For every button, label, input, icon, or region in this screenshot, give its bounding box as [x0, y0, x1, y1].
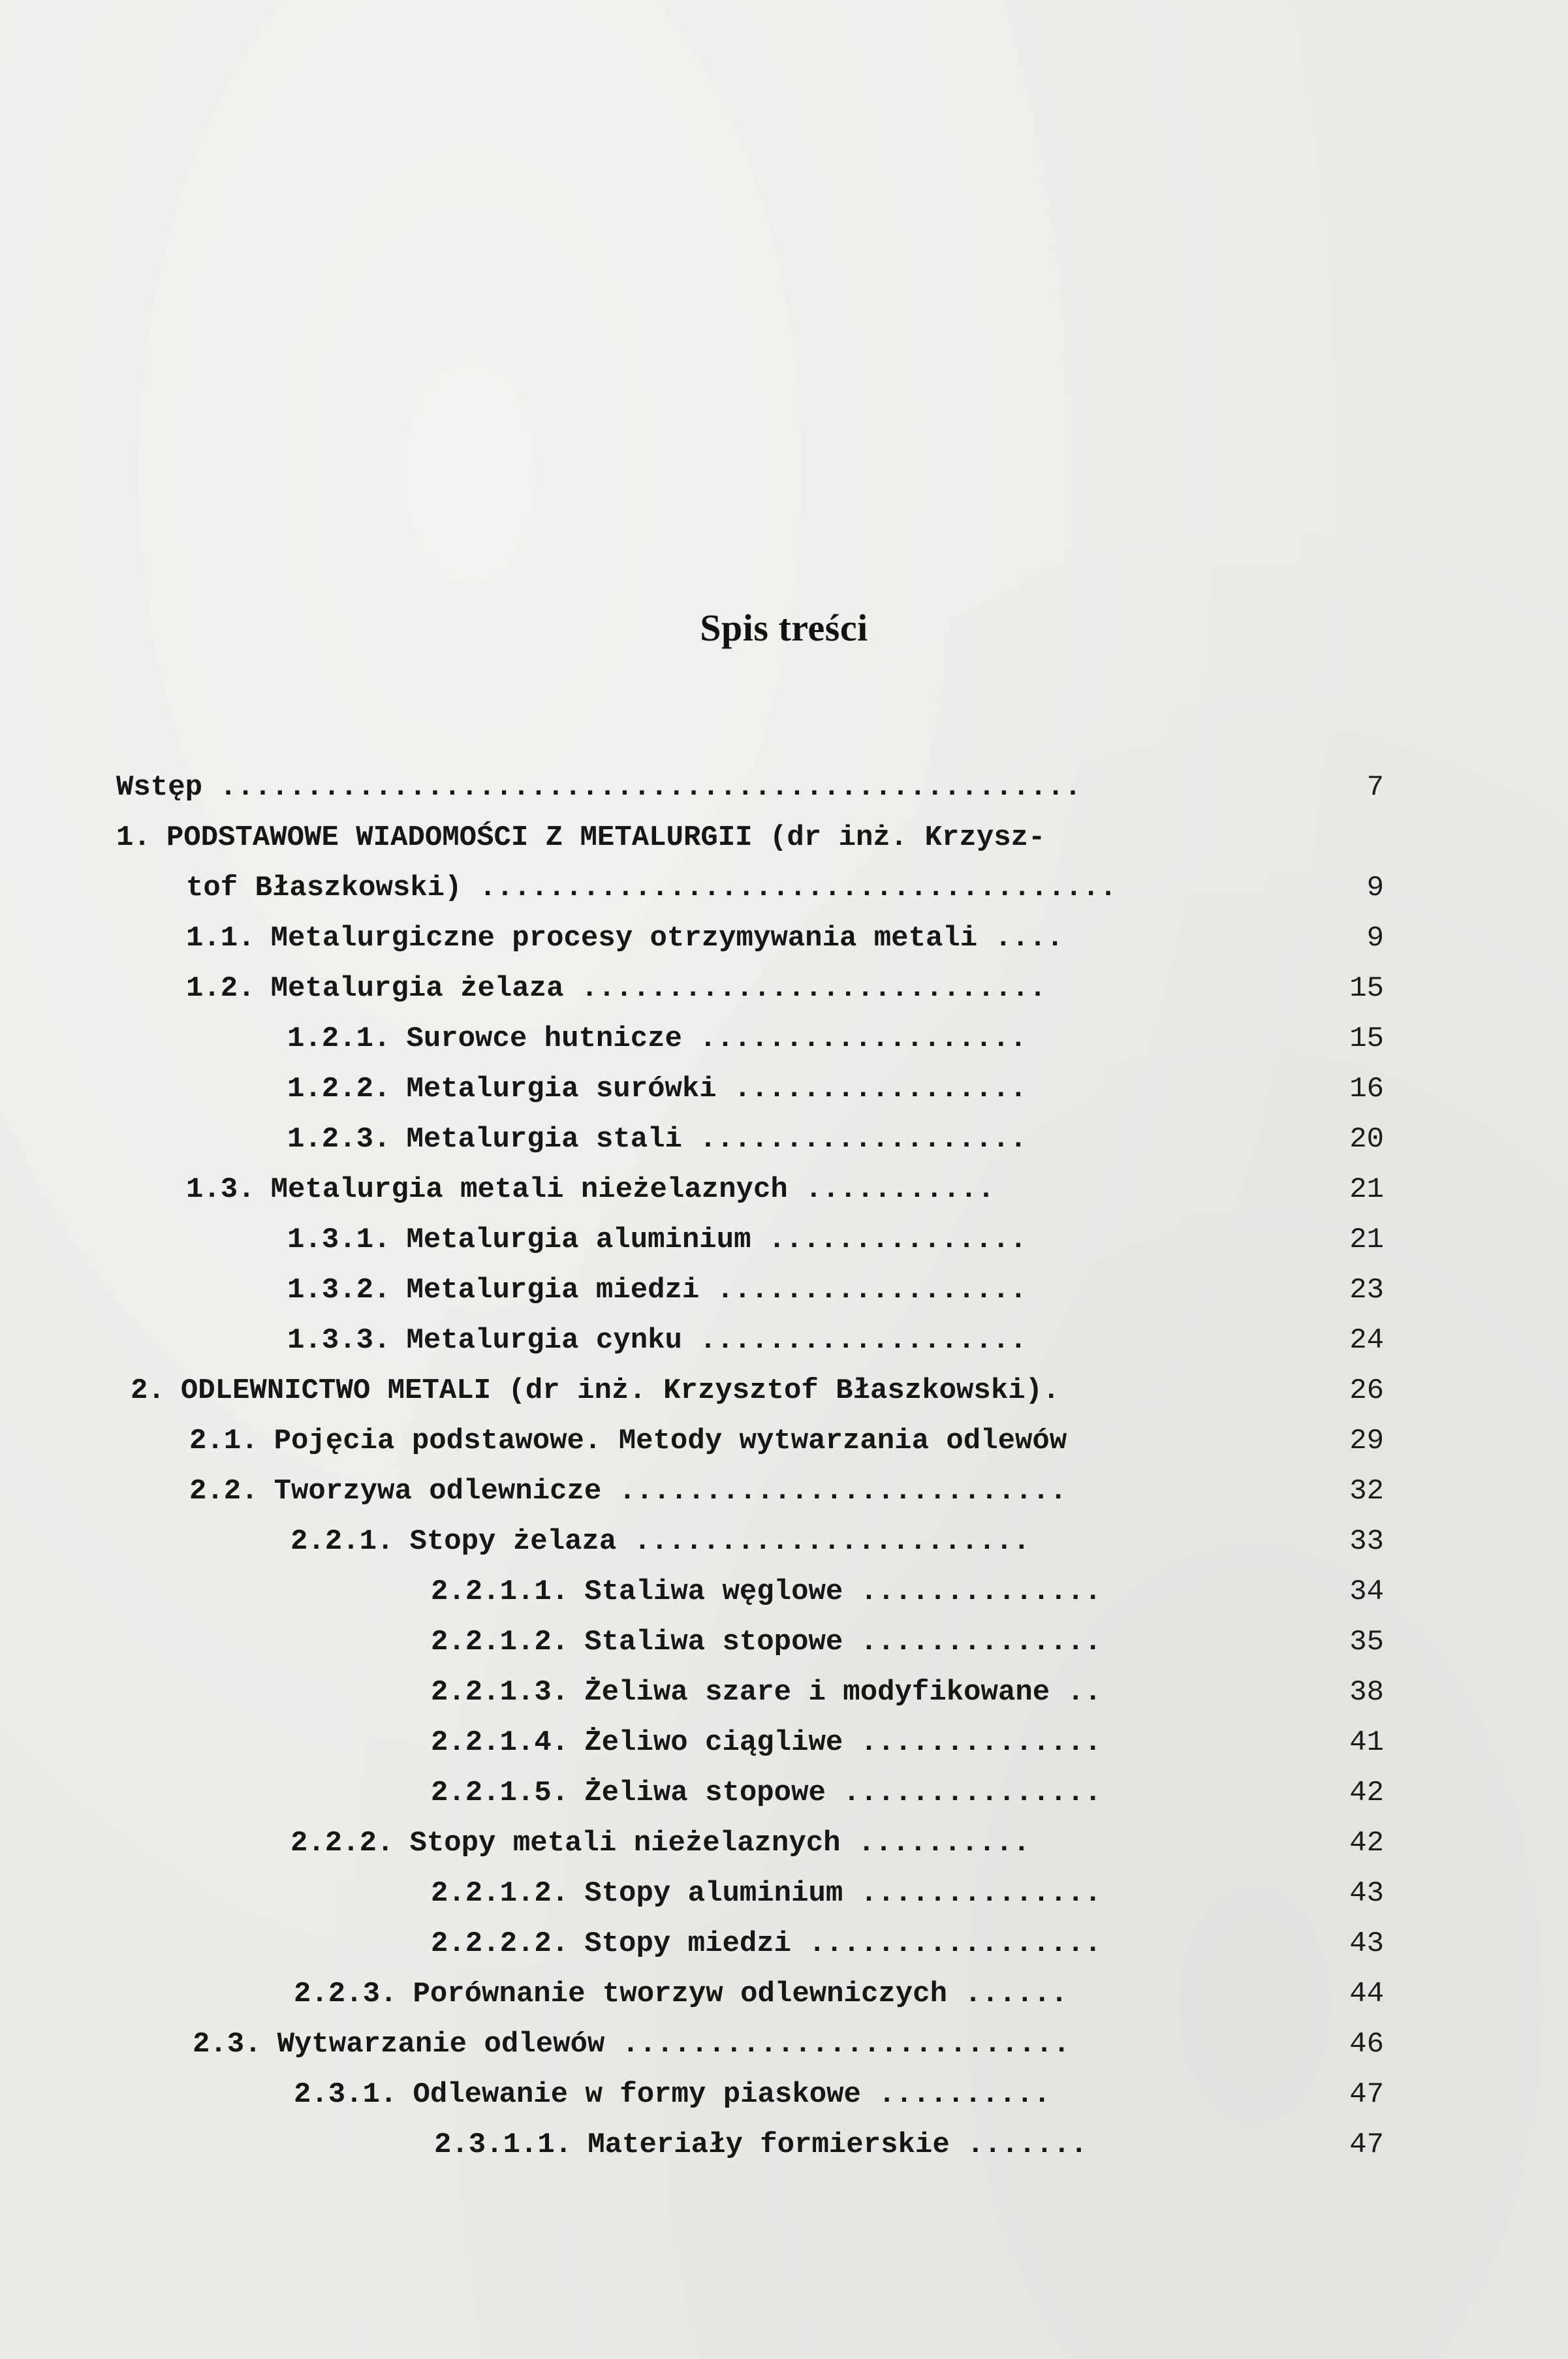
entry-label: PODSTAWOWE WIADOMOŚCI Z METALURGII (dr inż. Krzysz-: [166, 821, 1046, 854]
entry-label: Odlewanie w formy piaskowe ..........: [413, 2078, 1051, 2111]
entry-page: 47: [1349, 2078, 1384, 2111]
toc-entry: [0, 1869, 1568, 1918]
entry-page: 34: [1349, 1575, 1384, 1608]
toc-entry: [0, 1919, 1568, 1969]
toc-entry: [0, 1969, 1568, 2019]
toc-entry: [0, 2019, 1568, 2069]
entry-label: Metalurgia surówki .................: [406, 1073, 1027, 1105]
entry-number: 1.2.1.: [287, 1022, 391, 1055]
entry-page: 9: [1366, 872, 1384, 904]
entry-page: 9: [1366, 922, 1384, 955]
toc-entry: [0, 1115, 1568, 1164]
entry-number: 2.2.1.4.: [431, 1726, 569, 1759]
entry-label: Metalurgia metali nieżelaznych ...........: [270, 1173, 995, 1206]
page-title: Spis treści: [700, 607, 868, 649]
entry-label: Wytwarzanie odlewów ..........................: [277, 2028, 1071, 2061]
entry-page: 44: [1349, 1978, 1384, 2010]
entry-number: 1.3.3.: [287, 1324, 391, 1357]
entry-number: 2.2.3.: [294, 1978, 398, 2010]
entry-label: Staliwa węglowe ..............: [584, 1575, 1102, 1608]
entry-page: 35: [1349, 1626, 1384, 1658]
entry-number: 1.: [116, 821, 151, 854]
entry-label: Stopy miedzi .................: [584, 1927, 1102, 1960]
entry-number: 2.2.: [189, 1475, 259, 1508]
entry-label: Żeliwa stopowe ...............: [584, 1777, 1102, 1809]
toc-entry: [0, 1064, 1568, 1114]
entry-page: 38: [1349, 1676, 1384, 1709]
entry-number: 1.2.2.: [287, 1073, 391, 1105]
entry-label: Metalurgia miedzi ..................: [406, 1274, 1027, 1306]
entry-number: 2.: [131, 1374, 165, 1407]
entry-label: Materiały formierskie .......: [588, 2129, 1088, 2161]
entry-number: 2.2.2.: [290, 1827, 394, 1860]
entry-label: Pojęcia podstawowe. Metody wytwarzania odlewów: [274, 1425, 1067, 1457]
entry-page: 16: [1349, 1073, 1384, 1105]
entry-number: 1.3.2.: [287, 1274, 391, 1306]
toc-entry: [0, 964, 1568, 1013]
entry-page: 32: [1349, 1475, 1384, 1508]
entry-number: 2.2.1.2.: [431, 1877, 569, 1910]
toc-entry: [0, 763, 1568, 812]
entry-label: Wstęp ..................................................: [116, 771, 1082, 804]
entry-page: 21: [1349, 1173, 1384, 1206]
toc-entry: [0, 1718, 1568, 1767]
entry-label: Żeliwa szare i modyfikowane ..: [584, 1676, 1102, 1709]
toc-entry: [0, 1818, 1568, 1868]
entry-label: Stopy metali nieżelaznych ..........: [409, 1827, 1030, 1860]
toc-entry: [0, 2120, 1568, 2170]
toc-entry: [0, 1768, 1568, 1818]
entry-number: 2.2.1.3.: [431, 1676, 569, 1709]
toc-entry: [0, 1215, 1568, 1265]
entry-page: 46: [1349, 2028, 1384, 2061]
entry-page: 26: [1349, 1374, 1384, 1407]
entry-number: 2.3.1.1.: [434, 2129, 572, 2161]
entry-label: Surowce hutnicze ...................: [406, 1022, 1027, 1055]
toc-entry: [0, 1466, 1568, 1516]
entry-page: 21: [1349, 1224, 1384, 1256]
entry-number: 2.2.1.5.: [431, 1777, 569, 1809]
entry-page: 15: [1349, 1022, 1384, 1055]
toc-entry: [0, 2070, 1568, 2119]
entry-label: Metalurgiczne procesy otrzymywania metali ....: [270, 922, 1064, 955]
toc-entry: [0, 1617, 1568, 1667]
toc-entry: [0, 1165, 1568, 1214]
entry-page: 47: [1349, 2129, 1384, 2161]
entry-number: 1.2.: [186, 972, 255, 1005]
entry-label: Żeliwo ciągliwe ..............: [584, 1726, 1102, 1759]
toc-entry: [0, 1265, 1568, 1315]
entry-page: 7: [1366, 771, 1384, 804]
entry-number: 2.2.1.: [290, 1525, 394, 1558]
entry-page: 15: [1349, 972, 1384, 1005]
entry-label: Metalurgia żelaza ...........................: [270, 972, 1046, 1005]
entry-page: 42: [1349, 1827, 1384, 1860]
toc-entry: [0, 1567, 1568, 1617]
entry-label: Tworzywa odlewnicze ..........................: [274, 1475, 1067, 1508]
entry-page: 20: [1349, 1123, 1384, 1156]
entry-number: 2.1.: [189, 1425, 259, 1457]
entry-page: 43: [1349, 1927, 1384, 1960]
toc-entry: [0, 1517, 1568, 1566]
toc-entry: [0, 863, 1568, 913]
toc-entry: [0, 1014, 1568, 1064]
entry-number: 2.3.: [193, 2028, 262, 2061]
entry-page: 29: [1349, 1425, 1384, 1457]
entry-number: 2.2.1.2.: [431, 1626, 569, 1658]
toc-entry: [0, 1416, 1568, 1466]
toc-entry: [0, 1366, 1568, 1416]
entry-label: tof Błaszkowski) .....................................: [186, 872, 1117, 904]
entry-number: 2.2.1.1.: [431, 1575, 569, 1608]
entry-label: Stopy żelaza .......................: [409, 1525, 1030, 1558]
entry-number: 1.1.: [186, 922, 255, 955]
entry-label: Metalurgia stali ...................: [406, 1123, 1027, 1156]
toc-entry: [0, 813, 1568, 863]
entry-page: 41: [1349, 1726, 1384, 1759]
toc-entry: [0, 913, 1568, 963]
entry-label: Metalurgia cynku ...................: [406, 1324, 1027, 1357]
entry-label: ODLEWNICTWO METALI (dr inż. Krzysztof Błaszkowski).: [180, 1374, 1060, 1407]
entry-number: 2.2.2.2.: [431, 1927, 569, 1960]
entry-page: 42: [1349, 1777, 1384, 1809]
entry-label: Staliwa stopowe ..............: [584, 1626, 1102, 1658]
entry-label: Metalurgia aluminium ...............: [406, 1224, 1027, 1256]
entry-label: Porównanie tworzyw odlewniczych ......: [413, 1978, 1068, 2010]
entry-page: 43: [1349, 1877, 1384, 1910]
toc-entry: [0, 1316, 1568, 1365]
entry-number: 1.3.1.: [287, 1224, 391, 1256]
entry-number: 1.2.3.: [287, 1123, 391, 1156]
entry-label: Stopy aluminium ..............: [584, 1877, 1102, 1910]
toc-entry: [0, 1668, 1568, 1717]
entry-page: 23: [1349, 1274, 1384, 1306]
entry-page: 33: [1349, 1525, 1384, 1558]
entry-number: 1.3.: [186, 1173, 255, 1206]
entry-page: 24: [1349, 1324, 1384, 1357]
entry-number: 2.3.1.: [294, 2078, 398, 2111]
